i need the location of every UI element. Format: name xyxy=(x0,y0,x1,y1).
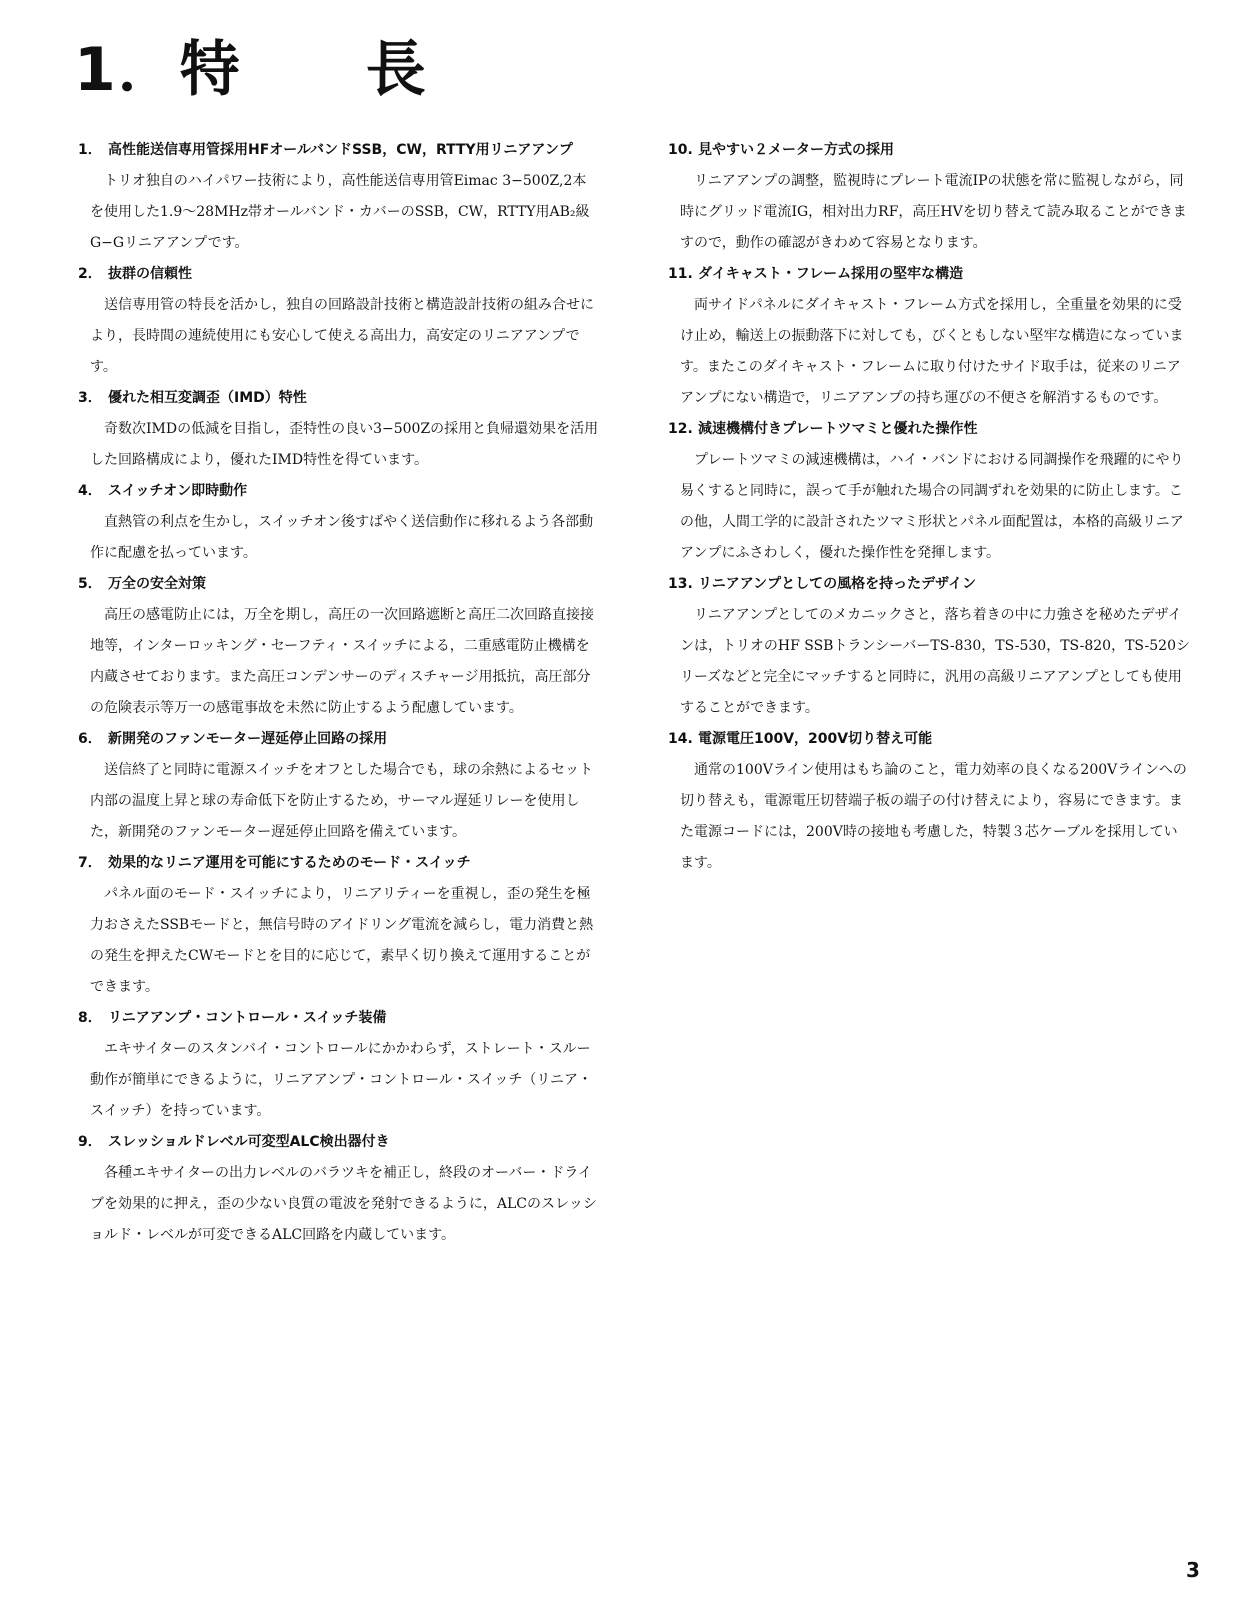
feature-heading xyxy=(78,383,600,414)
feature-section-4 xyxy=(78,476,600,569)
right-column xyxy=(668,135,1190,879)
feature-body: 奇数次IMDの低減を目指し，歪特性の良い3−500Zの採用と負帰還効果を活用した回路構成により，優れたIMD特性を得ています。 xyxy=(90,421,599,468)
feature-section-5 xyxy=(78,569,600,724)
feature-heading xyxy=(78,724,600,755)
feature-section-3 xyxy=(78,383,600,476)
feature-section-6 xyxy=(78,724,600,848)
feature-body: 送信専用管の特長を活かし，独自の回路設計技術と構造設計技術の組み合せにより，長時間の連続使用にも安心して使える高出力，高安定のリニアアンプです。 xyxy=(90,297,594,375)
feature-number: 9． xyxy=(78,1134,102,1150)
feature-heading-text: 電源電圧100V，200V切り替え可能 xyxy=(698,731,933,747)
feature-heading-text: リニアアンプとしての風格を持ったデザイン xyxy=(698,576,977,592)
feature-section-9 xyxy=(78,1127,600,1251)
feature-heading xyxy=(78,848,600,879)
feature-body: プレートツマミの減速機構は，ハイ・バンドにおける同調操作を飛躍的にやり易くすると同時に，誤って手が触れた場合の同調ずれを効果的に防止します。この他，人間工学的に設計されたツマミ形状とパネル面配置は，本格的高級リニアアンプにふさわしく，優れた操作性を発揮します。 xyxy=(680,452,1184,561)
feature-body: パネル面のモード・スイッチにより，リニアリティーを重視し，歪の発生を極力おさえたSSBモードと，無信号時のアイドリング電流を減らし，電力消費と熱の発生を押えたCWモードとを目的に応じて，素早く切り換えて運用することができます。 xyxy=(90,886,594,995)
left-column xyxy=(78,135,600,1251)
feature-number: 10. xyxy=(668,142,693,158)
feature-number: 7． xyxy=(78,855,102,871)
feature-section-2 xyxy=(78,259,600,383)
feature-section-12 xyxy=(668,414,1190,569)
feature-heading xyxy=(78,1127,600,1158)
page-number: 3 xyxy=(1186,1558,1200,1582)
feature-body: エキサイターのスタンバイ・コントロールにかかわらず，ストレート・スルー動作が簡単にできるように，リニアアンプ・コントロール・スイッチ（リニア・スイッチ）を持っています。 xyxy=(90,1041,593,1119)
feature-section-13 xyxy=(668,569,1190,724)
feature-heading xyxy=(668,569,1190,600)
feature-heading-text: 見やすい２メーター方式の採用 xyxy=(698,142,894,158)
feature-heading-text: 優れた相互変調歪（IMD）特性 xyxy=(108,390,307,406)
feature-number: 5． xyxy=(78,576,102,592)
feature-heading-text: リニアアンプ・コントロール・スイッチ装備 xyxy=(108,1010,387,1026)
feature-heading-text: スレッショルドレベル可変型ALC検出器付き xyxy=(108,1134,390,1150)
feature-number: 1． xyxy=(78,142,102,158)
feature-heading-text: 減速機構付きプレートツマミと優れた操作性 xyxy=(698,421,978,437)
feature-body: 高圧の感電防止には，万全を期し，高圧の一次回路遮断と高圧二次回路直接接地等，インターロッキング・セーフティ・スイッチによる，二重感電防止機構を内蔵させております。また高圧コンデンサーのディスチャージ用抵抗，高圧部分の危険表示等万一の感電事故を未然に防止するよう配慮しています。 xyxy=(90,607,594,716)
feature-body: 各種エキサイターの出力レベルのバラツキを補正し，終段のオーバー・ドライブを効果的に押え，歪の少ない良質の電波を発射できるように，ALCのスレッショルド・レベルが可変できるALC回路を内蔵しています。 xyxy=(90,1165,597,1243)
feature-number: 2． xyxy=(78,266,102,282)
feature-body: トリオ独自のハイパワー技術により，高性能送信専用管Eimac 3−500Z,2本を使用した1.9〜28MHz帯オールバンド・カバーのSSB，CW，RTTY用AB₂級G−Gリニアアンプです。 xyxy=(90,173,590,251)
feature-section-7 xyxy=(78,848,600,1003)
feature-number: 3． xyxy=(78,390,102,406)
feature-heading-text: 効果的なリニア運用を可能にするためのモード・スイッチ xyxy=(108,855,471,871)
feature-heading-text: ダイキャスト・フレーム採用の堅牢な構造 xyxy=(698,266,964,282)
feature-body: リニアアンプの調整，監視時にプレート電流IPの状態を常に監視しながら，同時にグリッド電流IG，相対出力RF，高圧HVを切り替えて読み取ることができますので，動作の確認がきわめて容易となります。 xyxy=(680,173,1187,251)
feature-body: リニアアンプとしてのメカニックさと，落ち着きの中に力強さを秘めたデザインは，トリオのHF SSBトランシーバーTS-830，TS-530，TS-820，TS-520シリーズなどと完全にマッチすると同時に，汎用の高級リニアアンプとしても使用することができます。 xyxy=(680,607,1190,716)
feature-section-14 xyxy=(668,724,1190,879)
feature-heading-text: 新開発のファンモーター遅延停止回路の採用 xyxy=(108,731,388,747)
feature-heading xyxy=(668,414,1190,445)
feature-heading-text: 抜群の信頼性 xyxy=(108,266,192,282)
feature-body: 通常の100Vライン使用はもち論のこと，電力効率の良くなる200Vラインへの切り替えも，電源電圧切替端子板の端子の付け替えにより，容易にできます。また電源コードには，200V時の接地も考慮した，特製３芯ケーブルを採用しています。 xyxy=(680,762,1187,871)
feature-number: 6． xyxy=(78,731,102,747)
page-title: 1．特 長 xyxy=(74,35,428,105)
feature-heading xyxy=(668,135,1190,166)
feature-section-8 xyxy=(78,1003,600,1127)
feature-heading xyxy=(78,135,600,166)
feature-heading xyxy=(78,1003,600,1034)
feature-number: 11. xyxy=(668,266,693,282)
feature-heading-text: 高性能送信専用管採用HFオールバンドSSB，CW，RTTY用リニアアンプ xyxy=(108,142,573,158)
feature-heading xyxy=(78,569,600,600)
feature-heading xyxy=(78,476,600,507)
feature-number: 14. xyxy=(668,731,693,747)
feature-heading xyxy=(78,259,600,290)
feature-body: 両サイドパネルにダイキャスト・フレーム方式を採用し，全重量を効果的に受け止め，輸送上の振動落下に対しても，びくともしない堅牢な構造になっています。またこのダイキャスト・フレームに取り付けたサイド取手は，従来のリニアアンプにない構造で，リニアアンプの持ち運びの不便さを解消するものです。 xyxy=(680,297,1184,406)
feature-body: 直熱管の利点を生かし，スイッチオン後すばやく送信動作に移れるよう各部動作に配慮を払っています。 xyxy=(90,514,594,561)
feature-section-11 xyxy=(668,259,1190,414)
feature-number: 8． xyxy=(78,1010,102,1026)
feature-number: 13. xyxy=(668,576,693,592)
feature-number: 12. xyxy=(668,421,693,437)
feature-heading-text: 万全の安全対策 xyxy=(108,576,206,592)
feature-section-1 xyxy=(78,135,600,259)
feature-heading-text: スイッチオン即時動作 xyxy=(108,483,248,499)
feature-number: 4． xyxy=(78,483,102,499)
feature-body: 送信終了と同時に電源スイッチをオフとした場合でも，球の余熱によるセット内部の温度上昇と球の寿命低下を防止するため，サーマル遅延リレーを使用した，新開発のファンモーター遅延停止回路を備えています。 xyxy=(90,762,594,840)
feature-section-10 xyxy=(668,135,1190,259)
feature-heading xyxy=(668,724,1190,755)
feature-heading xyxy=(668,259,1190,290)
